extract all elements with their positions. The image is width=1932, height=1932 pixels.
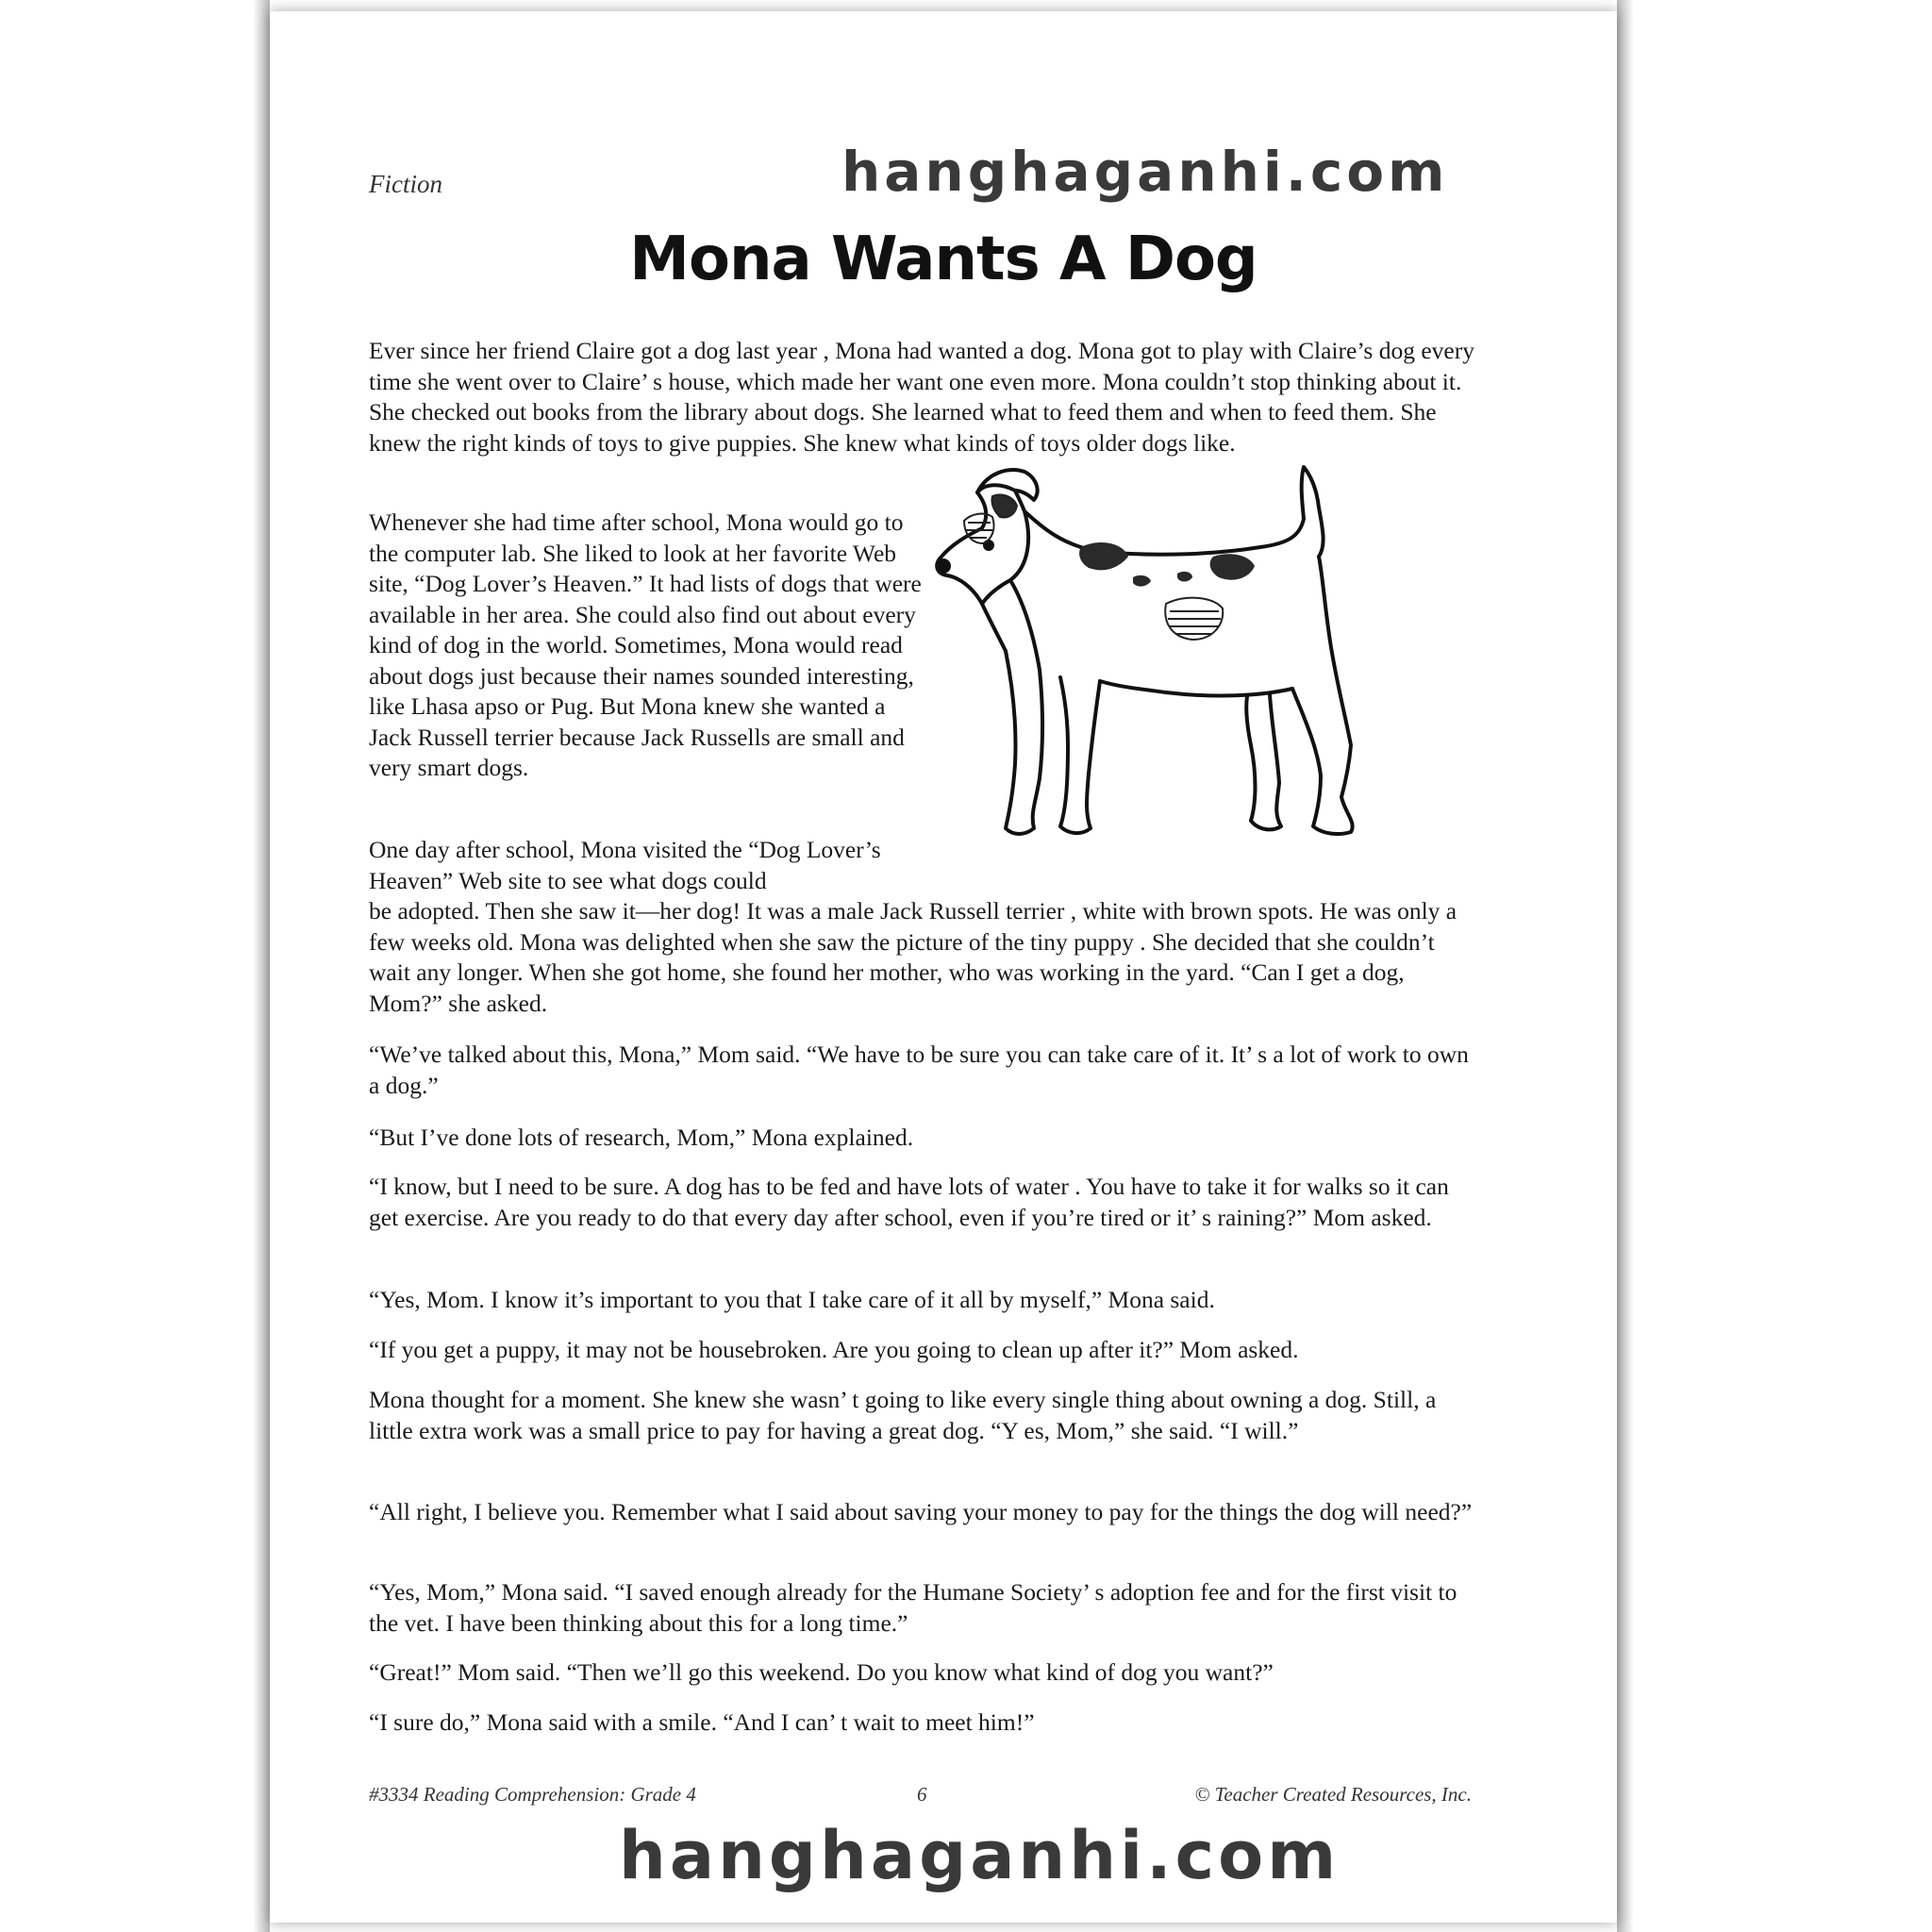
footer-book-title: #3334 Reading Comprehension: Grade 4 — [369, 1783, 696, 1806]
genre-label: Fiction — [369, 170, 442, 198]
jack-russell-terrier-icon — [930, 462, 1458, 877]
page-shadow-right — [1617, 0, 1634, 1932]
story-paragraph: “Great!” Mom said. “Then we’ll go this weekend. Do you know what kind of dog you want?” — [369, 1658, 1274, 1686]
story-paragraph: be adopted. Then she saw it—her dog! It was a male Jack Russell terrier , white with brown spots. He was only a few weeks old. Mona was delighted when she saw the picture of the tiny puppy . She decided that she couldn’t wait any longer. When she got home, she found her mother, who was working in the yard. “Can I get a dog, Mom?” she asked. — [369, 897, 1457, 1017]
footer-page-number: 6 — [917, 1783, 927, 1806]
watermark-bottom: hanghaganhi.com — [619, 1817, 1341, 1894]
page-title: Mona Wants A Dog — [629, 225, 1257, 294]
story-paragraph: One day after school, Mona visited the “Dog Lover’s Heaven” Web site to see what dogs could — [369, 836, 881, 894]
story-paragraph: Ever since her friend Claire got a dog last year , Mona had wanted a dog. Mona got to play with Claire’s dog every time she went over to Claire’ s house, which made her want one even more. Mona couldn’t stop thinking about it. She checked out books from the library about dogs. She learned what to feed them and when to feed them. She knew the right kinds of toys to give puppies. She knew what kinds of toys older dogs like. — [369, 337, 1474, 457]
story-paragraph: “Yes, Mom,” Mona said. “I saved enough already for the Humane Society’ s adoption fee and for the first visit to the vet. I have been thinking about this for a long time.” — [369, 1578, 1457, 1637]
watermark-top: hanghaganhi.com — [841, 140, 1449, 204]
story-paragraph: “But I’ve done lots of research, Mom,” Mona explained. — [369, 1124, 914, 1151]
story-paragraph: “If you get a puppy, it may not be housebroken. Are you going to clean up after it?” Mom asked. — [369, 1336, 1299, 1363]
story-paragraph: “All right, I believe you. Remember what I said about saving your money to pay for the things the dog will need?” — [369, 1498, 1473, 1525]
story-paragraph: “I know, but I need to be sure. A dog has to be fed and have lots of water . You have to take it for walks so it can get exercise. Are you ready to do that every day after school, even if you’re tired or it’ s raining?” Mom asked. — [369, 1173, 1449, 1231]
page-shadow-left — [253, 0, 270, 1932]
worksheet-page — [270, 11, 1617, 1923]
footer-copyright: © Teacher Created Resources, Inc. — [1194, 1783, 1472, 1806]
story-paragraph: “Yes, Mom. I know it’s important to you that I take care of it all by myself,” Mona said. — [369, 1286, 1215, 1313]
story-paragraph: Whenever she had time after school, Mona would go to the computer lab. She liked to look at her favorite Web site, “Dog Lover’s Heaven.” It had lists of dogs that were available in her area. She could also find out about every kind of dog in the world. Sometimes, Mona would read about dogs just because their names sounded interesting, like Lhasa apso or Pug. But Mona knew she wanted a Jack Russell terrier because Jack Russells are small and very smart dogs. — [369, 508, 922, 781]
story-paragraph: “I sure do,” Mona said with a smile. “And I can’ t wait to meet him!” — [369, 1708, 1035, 1736]
story-paragraph: “We’ve talked about this, Mona,” Mom said. “We have to be sure you can take care of it. It’ s a lot of work to own a dog.” — [369, 1041, 1469, 1099]
story-paragraph: Mona thought for a moment. She knew she wasn’ t going to like every single thing about owning a dog. Still, a little extra work was a small price to pay for having a great dog. “Y es, Mom,” she said. “I will.” — [369, 1386, 1437, 1444]
